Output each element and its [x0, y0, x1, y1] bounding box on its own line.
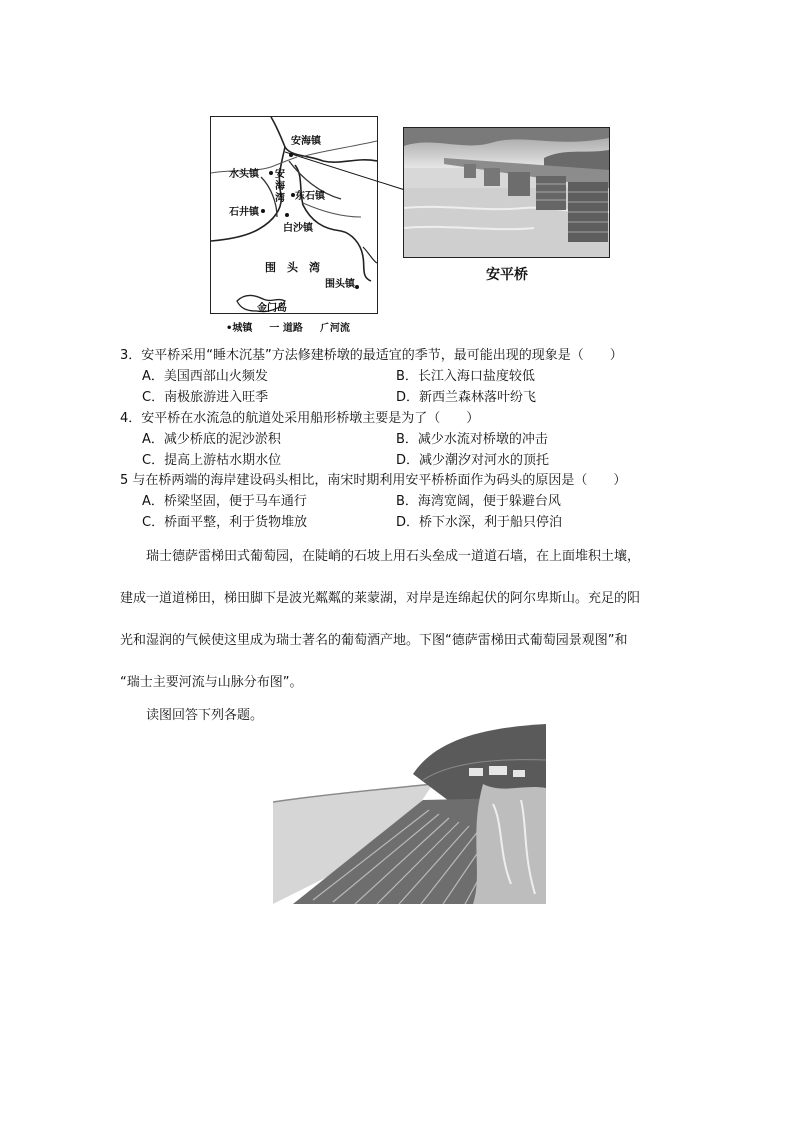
q4-option-c: C．提高上游枯水期水位 [142, 453, 282, 468]
q5-option-b: B．海湾宽阔，便于躲避台风 [396, 494, 561, 509]
q3-option-b: B．长江入海口盐度较低 [396, 369, 535, 384]
q5-option-c: C．桥面平整，利于货物堆放 [142, 515, 308, 530]
map-legend [226, 319, 350, 334]
label-anhai-bay: 安海湾 [275, 169, 285, 204]
legend-river: ⺁河流 [319, 323, 350, 334]
q4-option-b: B．减少水流对桥墩的冲击 [396, 432, 548, 447]
q5-option-a: A．桥梁坚固，便于马车通行 [142, 494, 307, 509]
q5-option-d: D．桥下水深，利于船只停泊 [396, 515, 563, 530]
vineyard-photo [273, 724, 546, 904]
label-weitou-town: 围头镇 [325, 279, 355, 290]
vineyard-illustration [273, 724, 546, 904]
reading-instruction: 读图回答下列各题。 [146, 708, 264, 723]
passage-line-3: 光和湿润的气候使这里成为瑞士著名的葡萄酒产地。下图“德萨雷梯田式葡萄园景观图”和 [120, 633, 628, 648]
label-jinmen-island: 金门岛 [257, 303, 287, 314]
label-baisha-town: 白沙镇 [283, 223, 313, 234]
legend-road: 一 道路 [269, 323, 303, 334]
passage-line-4: “瑞士主要河流与山脉分布图”。 [120, 675, 303, 690]
passage-line-1: 瑞士德萨雷梯田式葡萄园，在陡峭的石坡上用石头垒成一道道石墙，在上面堆积土壤， [146, 549, 641, 564]
label-shuitou-town: 水头镇 [229, 169, 259, 180]
photo-caption: 安平桥 [486, 267, 528, 283]
label-weitou-bay: 围 头 湾 [265, 261, 320, 274]
legend-town: •城镇 [226, 323, 253, 334]
q3-option-d: D．新西兰森林落叶纷飞 [396, 390, 537, 405]
map-figure [210, 116, 378, 314]
question-5-stem: 5 与在桥两端的海岸建设码头相比，南宋时期利用安平桥桥面作为码头的原因是（ ） [120, 473, 627, 488]
passage-line-2: 建成一道道梯田，梯田脚下是波光粼粼的莱蒙湖，对岸是连绵起伏的阿尔卑斯山。充足的阳 [120, 591, 641, 606]
label-shijing-town: 石井镇 [229, 207, 259, 218]
label-anhai-town: 安海镇 [291, 136, 321, 147]
callout-line [285, 150, 410, 195]
q3-option-c: C．南极旅游进入旺季 [142, 390, 269, 405]
question-3-stem: 3．安平桥采用“睡木沉基”方法修建桥墩的最适宜的季节，最可能出现的现象是（ ） [120, 348, 623, 363]
q4-option-d: D．减少潮汐对河水的顶托 [396, 453, 550, 468]
q4-option-a: A．减少桥底的泥沙淤积 [142, 432, 281, 447]
bridge-photo [403, 127, 610, 258]
q3-option-a: A．美国西部山火频发 [142, 369, 268, 384]
question-4-stem: 4．安平桥在水流急的航道处采用船形桥墩主要是为了（ ） [120, 411, 480, 426]
bridge-illustration [404, 128, 609, 257]
label-dongshi-town: 东石镇 [295, 191, 325, 202]
